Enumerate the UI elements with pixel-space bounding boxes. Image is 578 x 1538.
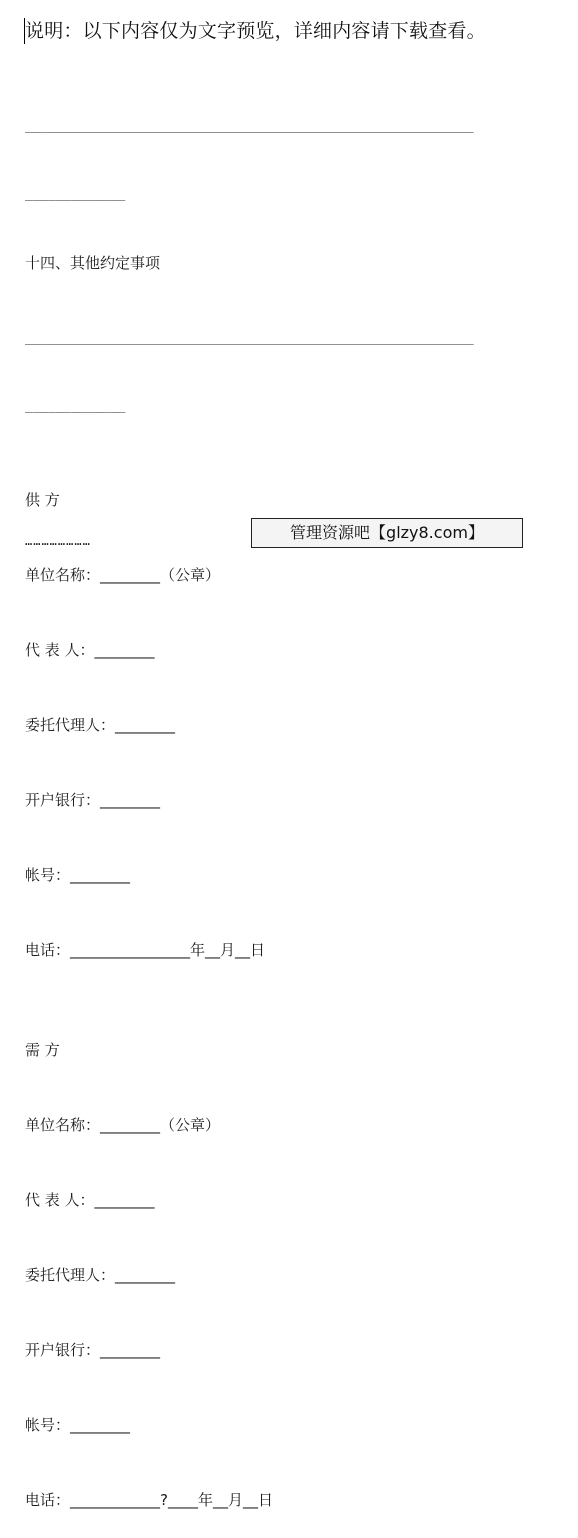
- supplier-bank: 开户银行：________: [25, 791, 161, 809]
- supplier-representative: 代 表 人：________: [25, 641, 155, 659]
- supplier-phone: 电话：________________年__月__日: [25, 941, 266, 959]
- buyer-heading: 需 方: [25, 1041, 60, 1059]
- separator-rule-tail: _____________: [25, 187, 126, 202]
- continuation-ellipsis: ……………………: [25, 534, 91, 548]
- separator-rule-tail: _____________: [25, 399, 126, 414]
- buyer-agent: 委托代理人：________: [25, 1266, 176, 1284]
- section-heading: 十四、其他约定事项: [25, 254, 161, 272]
- buyer-unit-name: 单位名称：________（公章）: [25, 1116, 221, 1134]
- buyer-phone: 电话：____________?____年__月__日: [25, 1491, 273, 1509]
- preview-notice: 说明：以下内容仅为文字预览，详细内容请下载查看。: [25, 20, 486, 42]
- supplier-account: 帐号：________: [25, 866, 131, 884]
- supplier-heading: 供 方: [25, 491, 60, 509]
- separator-rule: ___________________________________________________________: [25, 119, 474, 134]
- supplier-agent: 委托代理人：________: [25, 716, 176, 734]
- buyer-representative: 代 表 人：________: [25, 1191, 155, 1209]
- separator-rule: ___________________________________________________________: [25, 331, 474, 346]
- document-body: [25, 64, 555, 1538]
- supplier-unit-name: 单位名称：________（公章）: [25, 566, 221, 584]
- watermark-badge: 管理资源吧【glzy8.com】: [251, 518, 523, 548]
- buyer-account: 帐号：________: [25, 1416, 131, 1434]
- buyer-bank: 开户银行：________: [25, 1341, 161, 1359]
